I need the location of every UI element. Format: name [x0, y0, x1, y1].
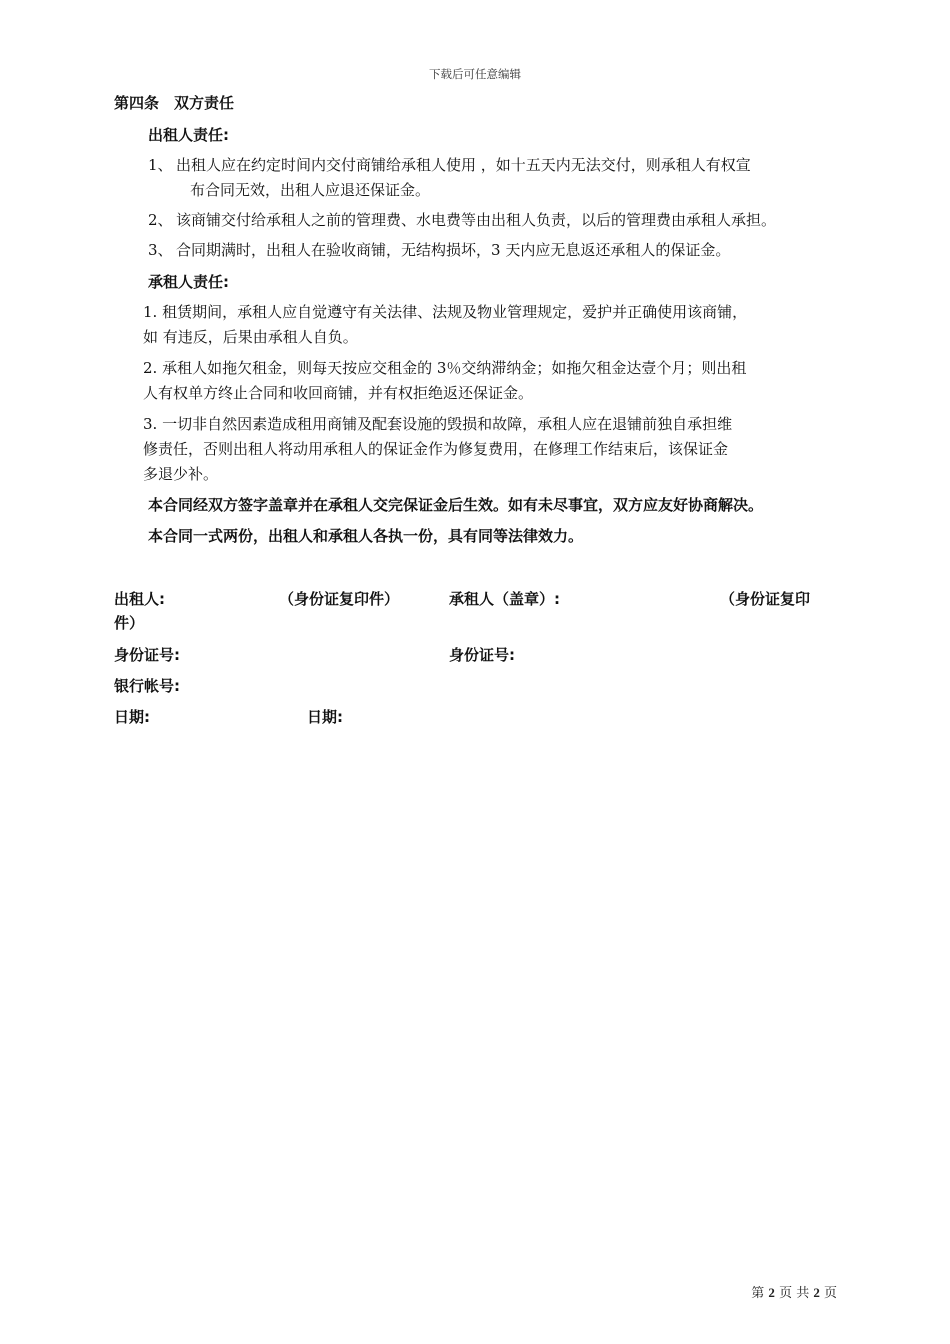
lessee-item-3-line-2: 修责任，否则出租人将动用承租人的保证金作为修复费用，在修理工作结束后，该保证金 [143, 440, 729, 458]
lessee-item-3-line-3: 多退少补。 [143, 465, 219, 483]
footer-total-pages: 2 [813, 1285, 820, 1300]
lessor-item-2-line-1: 该商铺交付给承租人之前的管理费、水电费等由出租人负责，以后的管理费由承租人承担。 [176, 211, 777, 229]
page-footer [751, 1282, 837, 1301]
lessor-section-title: 出租人责任: [148, 126, 229, 144]
footer-current-page: 2 [768, 1285, 775, 1300]
lessor-id-number-label: 身份证号: [114, 646, 180, 664]
lessor-signature-label: 出租人: [114, 590, 165, 608]
lessor-id-copy-label: （身份证复印件） [279, 590, 400, 608]
lessee-item-1-line-2: 如 有违反，后果由承租人自负。 [143, 328, 358, 346]
lessor-item-3-number: 3、 [148, 241, 173, 259]
footer-suffix: 页 [823, 1286, 837, 1301]
lessee-id-copy-label-wrap: 件） [114, 614, 145, 632]
lessor-item-2-number: 2、 [148, 211, 173, 229]
lessor-item-1-line-1: 出租人应在约定时间内交付商铺给承租人使用 ，如十五天内无法交付，则承租人有权宣 [176, 156, 751, 174]
lessor-item-3-line-1: 合同期满时，出租人在验收商铺，无结构损坏，3 天内应无息返还承租人的保证金。 [176, 241, 731, 259]
header-note: 下载后可任意编辑 [429, 67, 521, 81]
lessor-item-1-line-2: 布合同无效，出租人应退还保证金。 [190, 181, 431, 199]
lessor-item-1-number: 1、 [148, 156, 173, 174]
lessee-id-number-label: 身份证号: [449, 646, 515, 664]
lessee-signature-label: 承租人（盖章）: [449, 590, 560, 608]
footer-prefix: 第 [751, 1286, 765, 1301]
footer-middle: 页 共 [779, 1286, 810, 1301]
effective-clause: 本合同经双方签字盖章并在承租人交完保证金后生效。如有未尽事宜，双方应友好协商解决。 [148, 496, 764, 514]
lessee-item-3-line-1: 3. 一切非自然因素造成租用商铺及配套设施的毁损和故障，承租人应在退铺前独自承担维 [143, 415, 733, 433]
lessee-section-title: 承租人责任: [148, 273, 229, 291]
copies-clause: 本合同一式两份，出租人和承租人各执一份，具有同等法律效力。 [148, 527, 584, 545]
bank-account-label: 银行帐号: [114, 677, 180, 695]
lessee-item-2-line-2: 人有权单方终止合同和收回商铺，并有权拒绝返还保证金。 [143, 384, 534, 402]
lessee-date-label: 日期: [307, 708, 343, 726]
article-heading: 第四条 双方责任 [114, 94, 235, 112]
lessee-item-1-line-1: 1. 租赁期间，承租人应自觉遵守有关法律、法规及物业管理规定，爱护并正确使用该商铺， [143, 303, 748, 321]
lessee-item-2-line-1: 2. 承租人如拖欠租金，则每天按应交租金的 3％交纳滞纳金；如拖欠租金达壹个月；则出租 [143, 359, 747, 377]
lessee-id-copy-label: （身份证复印 [720, 590, 811, 608]
lessor-date-label: 日期: [114, 708, 150, 726]
